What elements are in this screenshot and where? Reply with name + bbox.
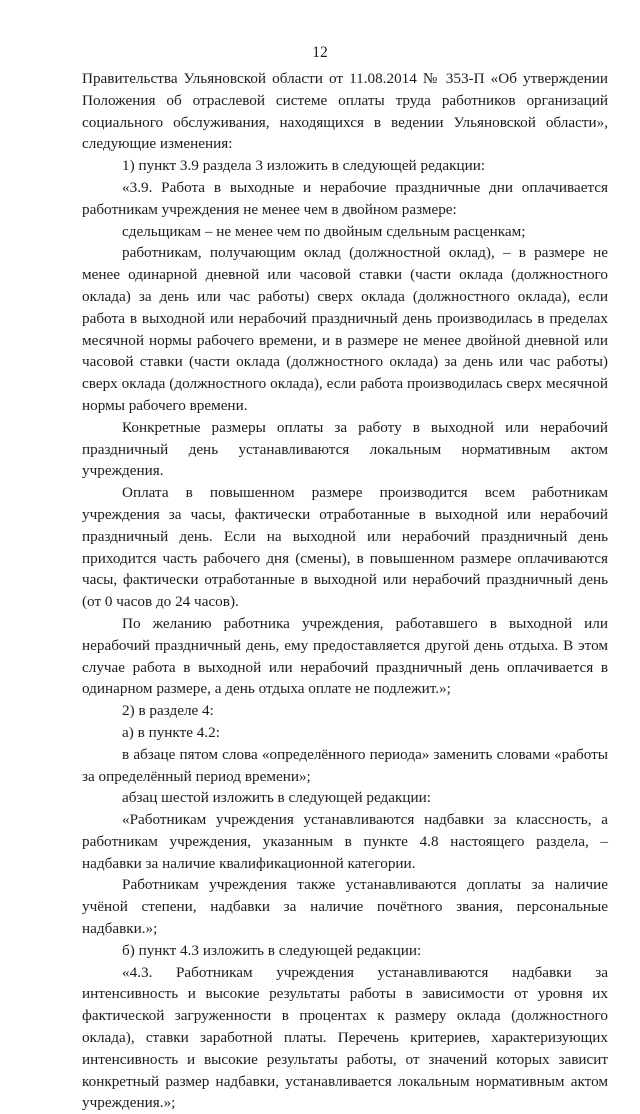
paragraph-piece-workers: сдельщикам – не менее чем по двойным сдельным расценкам; bbox=[122, 222, 526, 240]
paragraph-specific-rates: Конкретные размеры оплаты за работу в выходной или нерабочий праздничный день устанавливаются локальным нормативным актом учреждения. bbox=[82, 418, 608, 480]
paragraph-item-2: 2) в разделе 4: bbox=[122, 702, 214, 720]
paragraph-increased-pay: Оплата в повышенном размере производится всем работникам учреждения за часы, фактически отработанные в выходной или нерабочий праздничный день. Если на выходной или нерабочий праздничный день приходится часть рабочего дня (смены), в повышенном размере оплачиваются часы, фактически отработанные в выходной или нерабочий праздничный день (от 0 часов до 24 часов). bbox=[82, 484, 608, 611]
paragraph-clause-4-3: «4.3. Работникам учреждения устанавливаются надбавки за интенсивность и высокие результаты работы в зависимости от уровня их фактической загруженности в процентах к размеру оклада (должностного оклада), ставки заработной платы. Перечень критериев, характеризующих интенсивность и высокие результаты работы, от значений которых зависит конкретный размер надбавки, устанавливается локальным нормативным актом учреждения.»; bbox=[82, 963, 608, 1112]
paragraph-subitem-a: а) в пункте 4.2: bbox=[122, 723, 220, 741]
paragraph-day-off: По желанию работника учреждения, работавшего в выходной или нерабочий праздничный день, ему предоставляется другой день отдыха. В этом случае работа в выходной или нерабочий праздничный день оплачивается в одинарном размере, а день отдыха оплате не подлежит.»; bbox=[82, 614, 608, 698]
paragraph-sixth-abzac: абзац шестой изложить в следующей редакции: bbox=[122, 789, 431, 807]
page-number: 12 bbox=[312, 44, 328, 61]
paragraph-subitem-b: б) пункт 4.3 изложить в следующей редакции: bbox=[122, 941, 422, 959]
paragraph-clause-3-9: «3.9. Работа в выходные и нерабочие праздничные дни оплачивается работникам учреждения не менее чем в двойном размере: bbox=[82, 178, 608, 218]
paragraph-class-bonuses: «Работникам учреждения устанавливаются надбавки за классность, а работникам учреждения, указанным в пункте 4.8 настоящего раздела, – надбавки за наличие квалификационной категории. bbox=[82, 811, 608, 872]
paragraph-resolution-reference: Правительства Ульяновской области от 11.08.2014 № 353-П «Об утверждении Положения об отраслевой системе оплаты труда работников организаций социального обслуживания, находящихся в ведении Ульяновской области», следующие изменения: bbox=[82, 70, 608, 153]
paragraph-degree-bonuses: Работникам учреждения также устанавливаются доплаты за наличие учёной степени, надбавки за наличие почётного звания, персональные надбавки.»; bbox=[82, 876, 608, 938]
document-body bbox=[82, 68, 608, 1114]
paragraph-salaried-workers: работникам, получающим оклад (должностной оклад), – в размере не менее одинарной дневной или часовой ставки (части оклада (должностного оклада) за день или час работы) сверх оклада (должностного оклада), если работа в выходной или нерабочий праздничный день производилась в пределах месячной нормы рабочего времени, и в размере не менее двойной дневной или часовой ставки (части оклада (должностного оклада) за день или час работы) сверх оклада (должностного оклада), если работа производилась сверх месячной нормы рабочего времени. bbox=[82, 244, 608, 414]
paragraph-item-1: 1) пункт 3.9 раздела 3 изложить в следующей редакции: bbox=[122, 157, 486, 175]
paragraph-fifth-abzac: в абзаце пятом слова «определённого периода» заменить словами «работы за определённый период времени»; bbox=[82, 745, 608, 785]
